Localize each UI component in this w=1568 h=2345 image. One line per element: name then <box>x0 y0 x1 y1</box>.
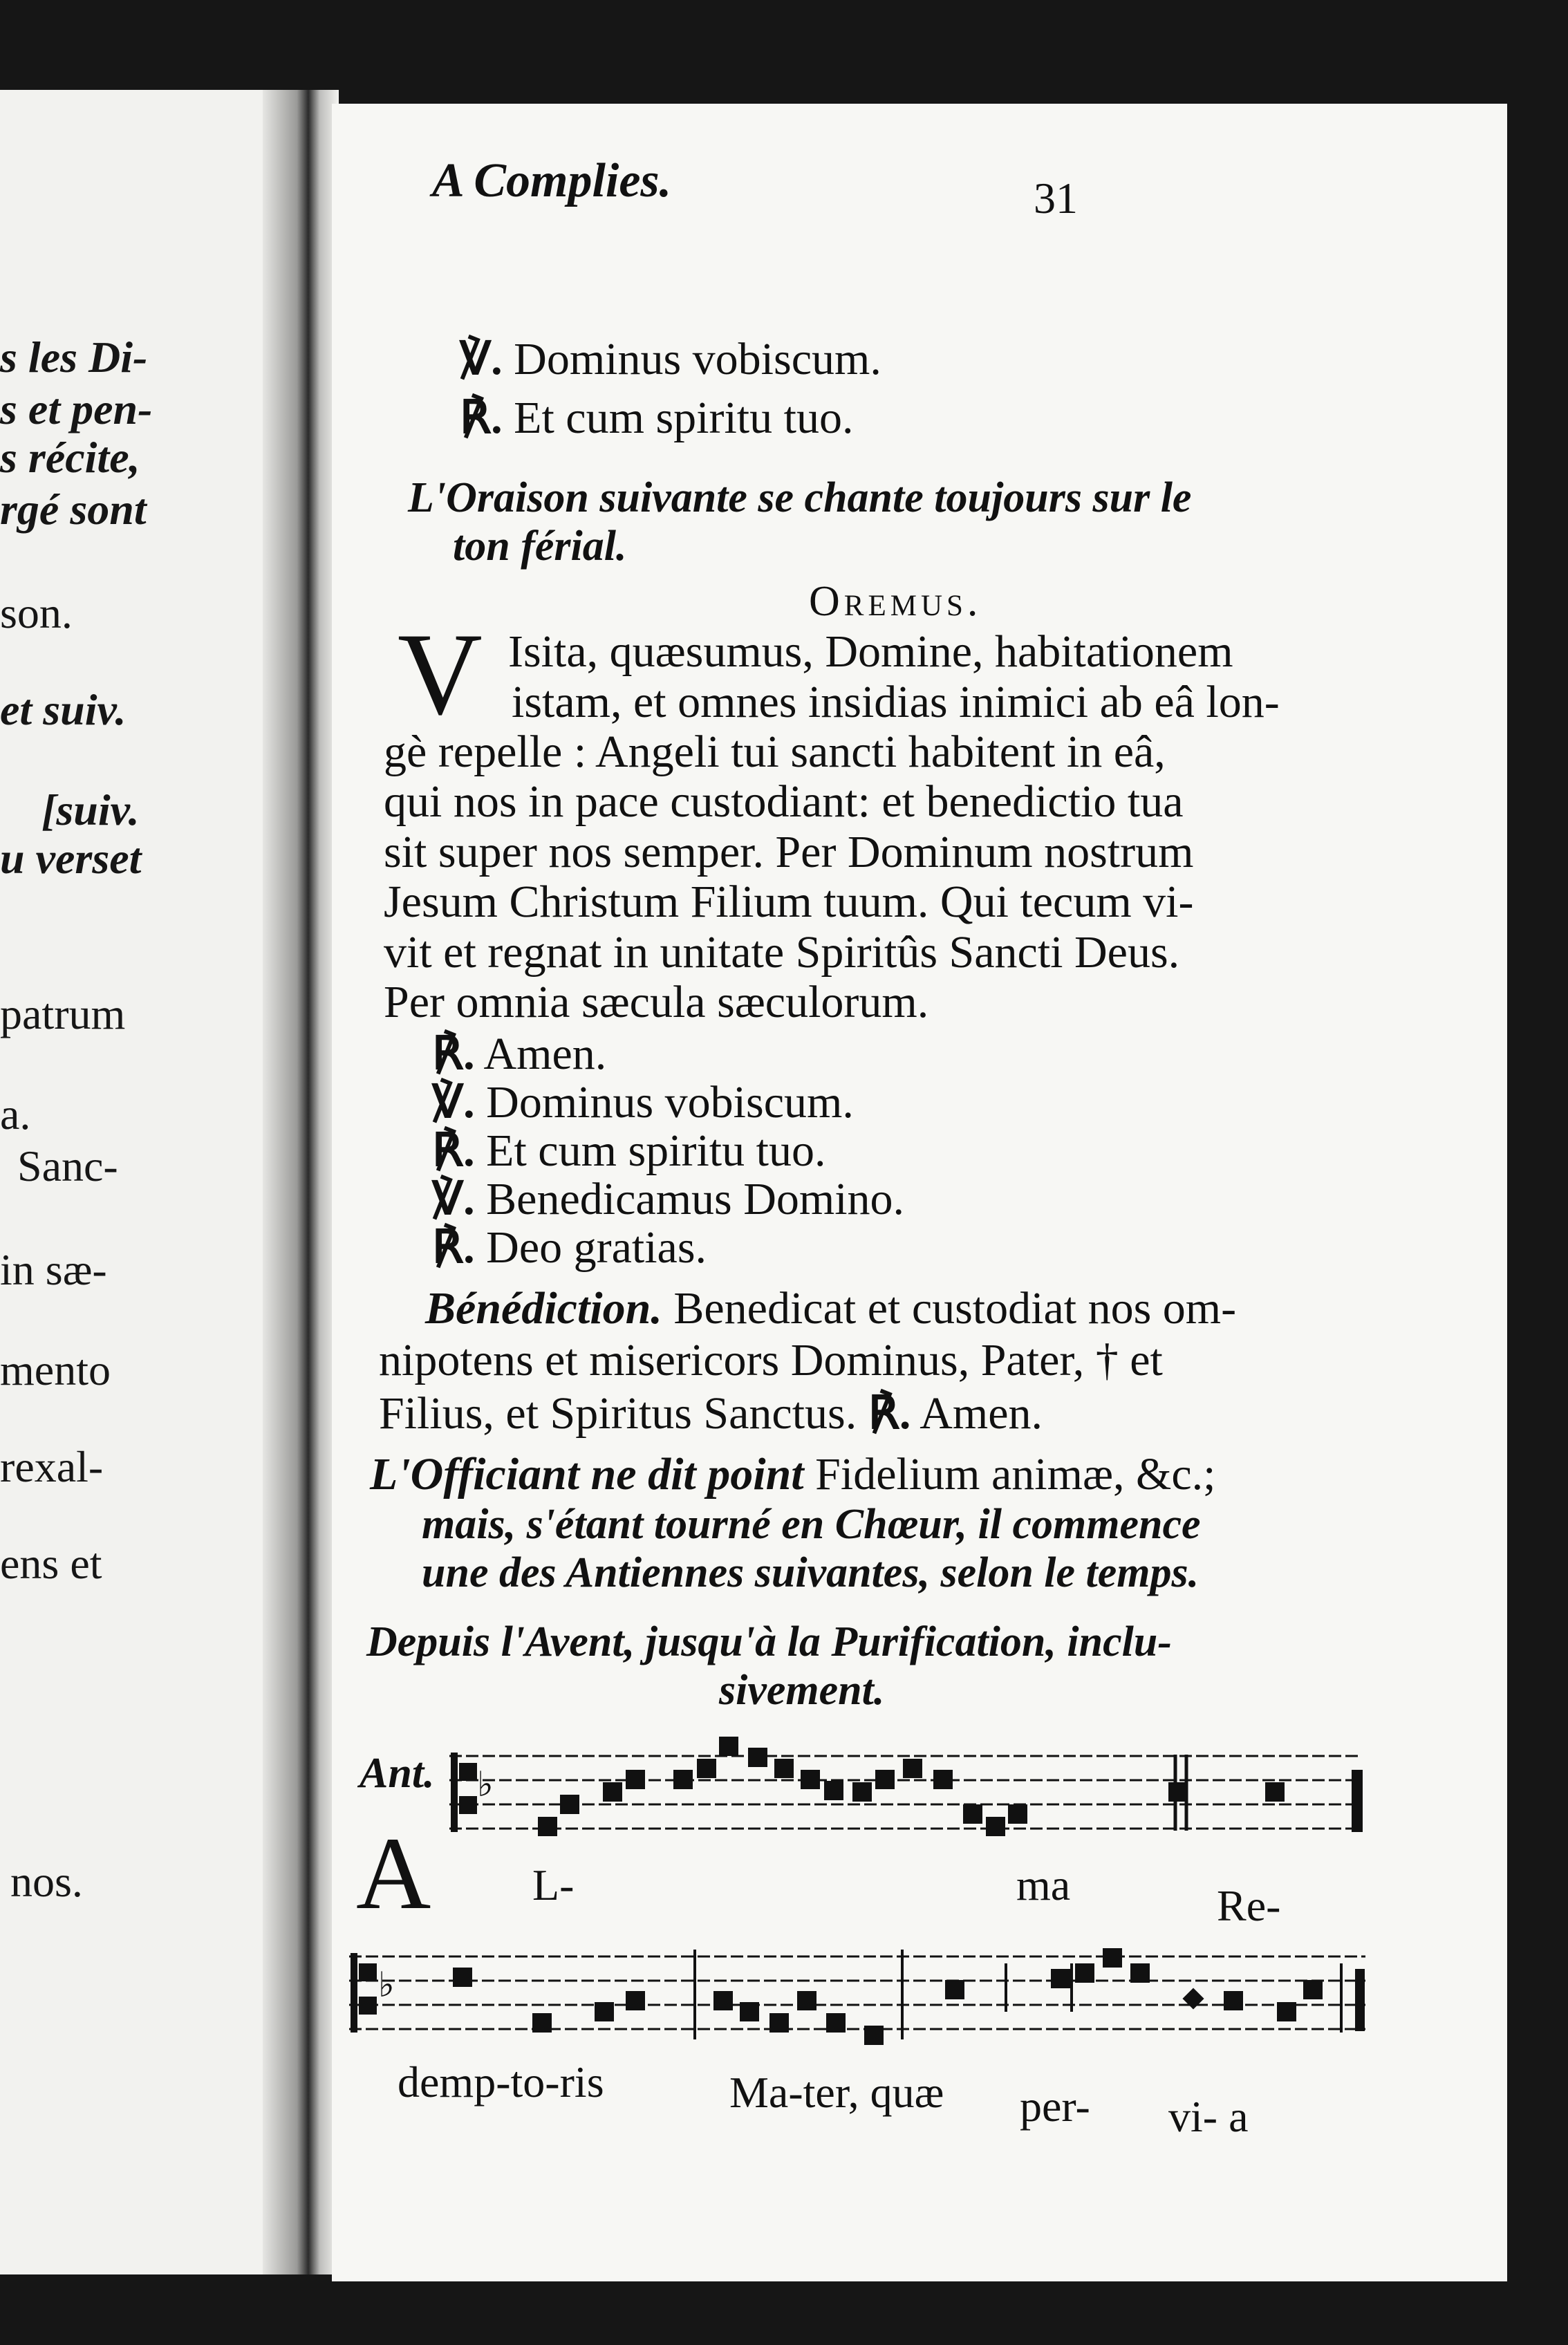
response-line <box>432 1075 854 1129</box>
left-page-line: son. <box>0 588 73 637</box>
left-page-line: s les Di- <box>0 333 148 382</box>
rubric-oraison-line2: ton férial. <box>453 523 627 570</box>
response-line <box>432 1172 904 1226</box>
oremus-heading: Oremus. <box>809 578 982 625</box>
benediction-line3 <box>379 1386 1043 1440</box>
left-page-line: [suiv. <box>41 785 140 834</box>
prayer-line: Per omnia sæcula sæculorum. <box>384 977 929 1027</box>
response-sign: ℟. <box>432 1125 475 1176</box>
response-line <box>432 1027 606 1081</box>
svg-text:♭: ♭ <box>378 1965 395 2005</box>
music-staff-1 <box>449 1728 1369 1867</box>
response-text: Et cum spiritu tuo. <box>514 393 854 443</box>
rubric-oraison-line1: L'Oraison suivante se chante toujours sur le <box>408 474 1192 521</box>
benediction-text3: Filius, et Spiritus Sanctus. <box>379 1388 857 1439</box>
rubric-avent-line2: sivement. <box>719 1667 885 1714</box>
antiphon-label: Ant. <box>360 1750 435 1797</box>
lyric-syllable: L- <box>532 1860 575 1909</box>
response-sign: ℟. <box>432 1222 475 1273</box>
prayer-line: vit et regnat in unitate Spiritûs Sancti Deus. <box>384 927 1180 978</box>
prayer-dropcap: V <box>398 609 483 739</box>
benediction-line1 <box>425 1282 1236 1335</box>
prayer-line: Jesum Christum Filium tuum. Qui tecum vi- <box>384 877 1194 927</box>
versicle-sign: ℣. <box>460 334 503 384</box>
response-line <box>460 391 853 445</box>
lyric-word: per- <box>1020 2082 1090 2131</box>
prayer-line: sit super nos semper. Per Dominum nostrum <box>384 827 1194 877</box>
page-number: 31 <box>1034 174 1078 223</box>
response-sign: ℟. <box>460 393 503 443</box>
left-page-line: s récite, <box>0 433 140 482</box>
response-line <box>432 1123 825 1177</box>
left-page <box>0 90 297 2274</box>
music-dropcap: A <box>356 1816 431 1931</box>
response-text: Et cum spiritu tuo. <box>486 1125 826 1176</box>
prayer-line: Isita, quæsumus, Domine, habitationem <box>508 626 1233 677</box>
left-page-line: u verset <box>0 834 142 883</box>
prayer-line: qui nos in pace custodiant: et benedictio tua <box>384 776 1184 827</box>
left-page-line: s et pen- <box>0 384 153 433</box>
benediction-line2: nipotens et misericors Dominus, Pater, † et <box>379 1335 1163 1385</box>
rubric-avent-line1: Depuis l'Avent, jusqu'à la Purification, inclu- <box>366 1618 1172 1665</box>
response-text: Amen. <box>483 1029 607 1079</box>
rubric-officiant-line3: une des Antiennes suivantes, selon le temps. <box>422 1549 1200 1596</box>
rubric-officiant-line2: mais, s'étant tourné en Chœur, il commence <box>422 1501 1201 1548</box>
response-sign: ℟. <box>432 1029 475 1079</box>
left-page-line: mento <box>0 1345 111 1394</box>
response-text: Dominus vobiscum. <box>486 1077 854 1128</box>
benediction-response-sign: ℟. <box>868 1388 911 1439</box>
response-sign: ℣. <box>432 1174 475 1224</box>
prayer-line: istam, et omnes insidias inimici ab eâ lon- <box>512 677 1280 727</box>
response-text: Benedicamus Domino. <box>486 1174 905 1224</box>
benediction-label: Bénédiction. <box>425 1283 662 1334</box>
benediction-amen: Amen. <box>920 1388 1043 1439</box>
versicle-text: Dominus vobiscum. <box>514 334 881 384</box>
lyric-word: vi- a <box>1168 2092 1249 2141</box>
left-page-line: Sanc- <box>17 1141 118 1190</box>
left-page-line: rgé sont <box>0 485 147 534</box>
prayer-line: gè repelle : Angeli tui sancti habitent in eâ, <box>384 727 1166 777</box>
rubric-officiant-roman: Fidelium animæ, &c.; <box>815 1449 1216 1500</box>
rubric-officiant-line1 <box>370 1448 1215 1501</box>
music-staff-2 <box>349 1936 1372 2060</box>
lyric-syllable: ma <box>1016 1860 1071 1909</box>
response-text: Deo gratias. <box>486 1222 707 1273</box>
versicle-line <box>460 332 881 386</box>
benediction-text1: Benedicat et custodiat nos om- <box>673 1283 1237 1334</box>
response-line <box>432 1220 707 1274</box>
lyric-word: Ma-ter, quæ <box>729 2068 944 2117</box>
left-page-line: a. <box>0 1090 31 1139</box>
rubric-officiant-italic: L'Officiant ne dit point <box>370 1449 804 1500</box>
left-page-line: ens et <box>0 1539 102 1588</box>
left-page-line: in sæ- <box>0 1245 107 1294</box>
left-page-line: patrum <box>0 989 126 1038</box>
response-sign: ℣. <box>432 1077 475 1128</box>
svg-text:♭: ♭ <box>477 1764 494 1804</box>
book-gutter <box>263 90 339 2274</box>
page-header-title: A Complies. <box>432 154 672 207</box>
left-page-line: nos. <box>10 1857 83 1906</box>
left-page-line: et suiv. <box>0 685 127 734</box>
lyric-word: demp-to-ris <box>398 2057 604 2106</box>
lyric-syllable: Re- <box>1217 1881 1281 1930</box>
left-page-line: rexal- <box>0 1442 104 1491</box>
